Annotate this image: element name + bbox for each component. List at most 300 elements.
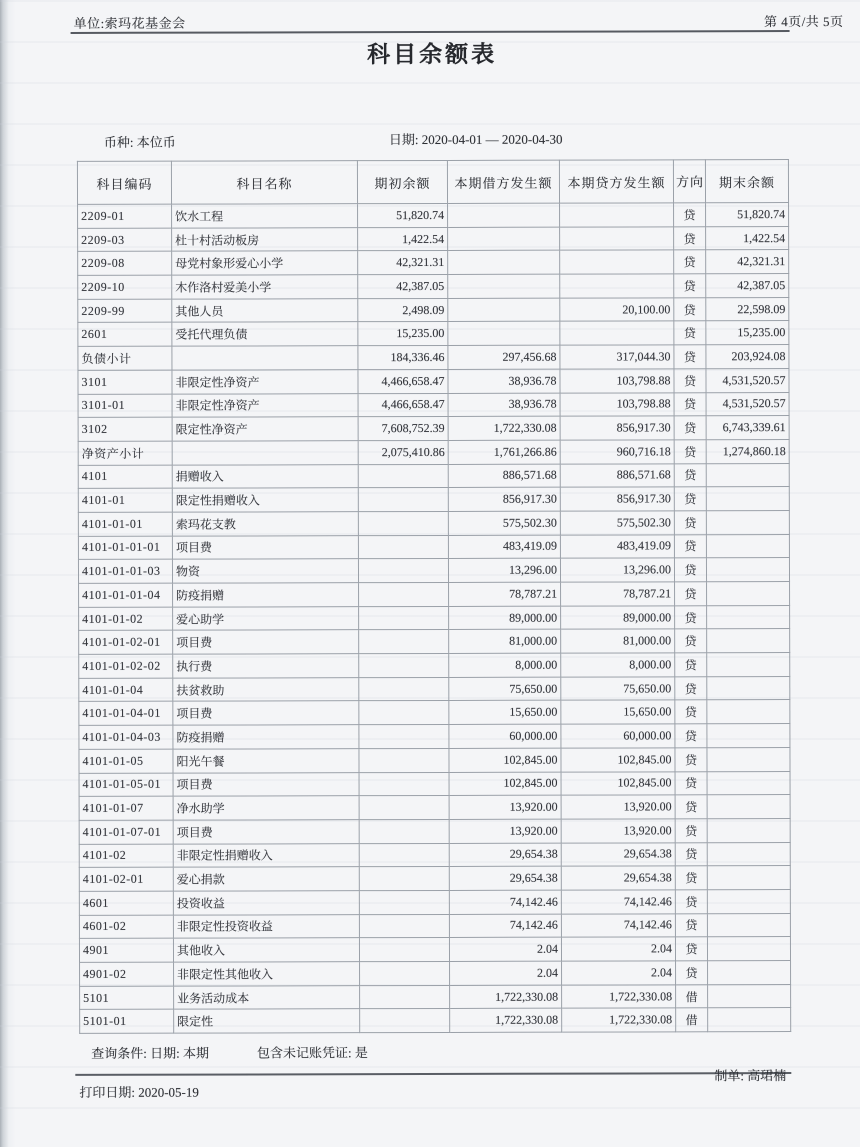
table-row: [79, 818, 790, 844]
cell-period-debit: 575,502.30: [448, 511, 560, 535]
cell-account-code: 5101: [80, 986, 174, 1010]
cell-opening-balance: [359, 867, 449, 891]
cell-direction: 贷: [674, 369, 706, 393]
cell-opening-balance: 4,466,658.47: [358, 393, 448, 417]
cell-period-credit: 15,650.00: [561, 700, 675, 724]
cell-period-debit: 1,722,330.08: [448, 416, 560, 440]
cell-account-code: 4101-01-01: [78, 512, 172, 536]
cell-period-credit: 483,419.09: [560, 534, 674, 558]
cell-account-name: 投资收益: [173, 891, 359, 915]
cell-period-debit: 38,936.78: [448, 369, 560, 393]
cell-account-code: 2209-10: [78, 275, 172, 299]
table-row: [78, 534, 789, 560]
cell-period-credit: 29,654.38: [561, 842, 675, 866]
column-header-period-debit: 本期借方发生额: [447, 160, 559, 203]
cell-account-code: 4101-01: [78, 488, 172, 512]
print-date-label: 打印日期: 2020-05-19: [79, 1084, 199, 1100]
cell-ending-balance: 4,531,520.57: [706, 368, 789, 392]
table-row: [79, 795, 790, 821]
cell-period-credit: [560, 274, 674, 298]
account-balance-table: [77, 159, 791, 1034]
cell-period-debit: 856,917.30: [448, 487, 560, 511]
cell-period-debit: [448, 322, 560, 346]
table-row: [79, 937, 790, 963]
table-row: [80, 961, 791, 987]
cell-period-credit: 13,296.00: [560, 558, 674, 582]
cell-period-credit: 856,917.30: [560, 416, 674, 440]
cell-direction: 贷: [675, 890, 707, 914]
cell-account-name: 扶贫救助: [173, 677, 359, 701]
table-row: [80, 984, 791, 1010]
cell-period-credit: 20,100.00: [560, 298, 674, 322]
cell-period-debit: 13,920.00: [449, 819, 561, 843]
cell-account-name: 净水助学: [173, 796, 359, 820]
cell-account-name: 执行费: [173, 654, 359, 678]
cell-opening-balance: 42,321.31: [358, 251, 448, 275]
cell-opening-balance: [359, 630, 449, 654]
page-header: [74, 11, 844, 32]
cell-account-name: 限定性净资产: [172, 417, 358, 441]
table-row: [79, 771, 790, 797]
cell-ending-balance: [707, 842, 790, 866]
cell-direction: 贷: [674, 321, 706, 345]
cell-direction: 贷: [675, 842, 707, 866]
cell-opening-balance: [359, 796, 449, 820]
cell-period-credit: 103,798.88: [560, 392, 674, 416]
cell-period-credit: 29,654.38: [561, 866, 675, 890]
page-title: 科目余额表: [367, 41, 498, 68]
cell-direction: 贷: [674, 440, 706, 464]
cell-ending-balance: [707, 629, 790, 653]
cell-opening-balance: 7,608,752.39: [358, 417, 448, 441]
cell-account-name: 防疫捐赠: [173, 725, 359, 749]
query-condition-label: 查询条件: 日期: 本期: [91, 1045, 210, 1061]
cell-opening-balance: [359, 843, 449, 867]
cell-period-debit: 8,000.00: [449, 653, 561, 677]
date-range-label: 日期: 2020-04-01 — 2020-04-30: [388, 131, 563, 148]
cell-direction: 贷: [675, 653, 707, 677]
cell-period-credit: [560, 227, 674, 251]
cell-account-name: 其他收入: [173, 938, 359, 962]
cell-period-debit: 74,142.46: [449, 914, 561, 938]
table-row: [78, 392, 789, 418]
cell-period-debit: 1,722,330.08: [450, 1009, 562, 1033]
cell-period-debit: 1,761,266.86: [448, 440, 560, 464]
table-row: [79, 605, 790, 631]
table-row: [78, 368, 789, 394]
cell-period-debit: [448, 227, 560, 251]
table-row: [78, 487, 789, 513]
cell-account-code: 5101-01: [80, 1010, 174, 1034]
cell-direction: 贷: [674, 226, 706, 250]
cell-direction: 贷: [675, 605, 707, 629]
cell-period-debit: 2.04: [449, 937, 561, 961]
cell-period-debit: [448, 203, 560, 227]
cell-ending-balance: 203,924.08: [706, 345, 789, 369]
cell-period-credit: 856,917.30: [560, 487, 674, 511]
cell-ending-balance: [707, 676, 790, 700]
cell-period-debit: 75,650.00: [449, 677, 561, 701]
table-row: [78, 439, 789, 465]
cell-period-credit: 74,142.46: [561, 890, 675, 914]
cell-account-code: 4101-01-05-01: [79, 773, 173, 797]
cell-period-debit: [448, 251, 560, 275]
cell-account-code: 4101-02: [79, 844, 173, 868]
cell-account-name: 阳光午餐: [173, 748, 359, 772]
cell-period-credit: 74,142.46: [561, 913, 675, 937]
cell-period-debit: 297,456.68: [448, 345, 560, 369]
table-row: [78, 345, 789, 371]
cell-direction: 贷: [674, 274, 706, 298]
cell-period-credit: 102,845.00: [561, 748, 675, 772]
cell-direction: 贷: [675, 819, 707, 843]
cell-opening-balance: [359, 677, 449, 701]
cell-direction: 贷: [674, 250, 706, 274]
cell-direction: 贷: [674, 345, 706, 369]
cell-ending-balance: [706, 487, 789, 511]
cell-period-debit: 29,654.38: [449, 866, 561, 890]
cell-opening-balance: [359, 725, 449, 749]
cell-account-code: 4101-01-04-01: [79, 702, 173, 726]
cell-period-credit: 960,716.18: [560, 440, 674, 464]
cell-ending-balance: 6,743,339.61: [706, 416, 789, 440]
cell-period-credit: 13,920.00: [561, 795, 675, 819]
table-row: [79, 913, 790, 939]
cell-direction: 贷: [674, 487, 706, 511]
cell-opening-balance: [359, 819, 449, 843]
cell-direction: 贷: [675, 937, 707, 961]
cell-opening-balance: 15,235.00: [358, 322, 448, 346]
cell-period-credit: 886,571.68: [560, 463, 674, 487]
table-row: [78, 250, 789, 276]
cell-period-credit: [560, 321, 674, 345]
table-row: [79, 700, 790, 726]
cell-ending-balance: 4,531,520.57: [706, 392, 789, 416]
cell-account-code: 4101: [78, 465, 172, 489]
unit-label: 单位:索玛花基金会: [73, 15, 186, 31]
column-header-account-code: 科目编码: [77, 161, 171, 204]
cell-opening-balance: [358, 488, 448, 512]
cell-period-debit: 74,142.46: [449, 890, 561, 914]
cell-account-code: 2209-01: [78, 204, 172, 228]
column-header-ending-balance: 期末余额: [705, 160, 788, 203]
table-row: [79, 629, 790, 655]
cell-direction: 贷: [675, 913, 707, 937]
cell-period-debit: 38,936.78: [448, 393, 560, 417]
cell-opening-balance: [360, 985, 450, 1009]
cell-period-debit: 89,000.00: [449, 606, 561, 630]
currency-label: 币种: 本位币: [103, 134, 176, 150]
cell-opening-balance: 51,820.74: [358, 203, 448, 227]
cell-ending-balance: [706, 534, 789, 558]
cell-opening-balance: [359, 654, 449, 678]
cell-account-name: 杜十村活动板房: [172, 227, 358, 251]
cell-account-code: 4601-02: [79, 915, 173, 939]
table-row: [78, 226, 789, 252]
cell-direction: 贷: [674, 534, 706, 558]
cell-ending-balance: 51,820.74: [706, 203, 789, 227]
cell-opening-balance: [359, 772, 449, 796]
cell-account-code: 4101-01-02-01: [79, 631, 173, 655]
cell-period-debit: 13,920.00: [449, 795, 561, 819]
cell-account-name: 限定性: [174, 1009, 360, 1033]
cell-ending-balance: [707, 653, 790, 677]
cell-ending-balance: [708, 961, 791, 985]
cell-direction: 贷: [675, 582, 707, 606]
cell-period-debit: 1,722,330.08: [450, 985, 562, 1009]
cell-ending-balance: [707, 747, 790, 771]
cell-ending-balance: [707, 889, 790, 913]
preparer-label: 制单: 高珺楠: [714, 1068, 787, 1084]
cell-opening-balance: [360, 961, 450, 985]
cell-direction: 贷: [674, 463, 706, 487]
cell-account-name: [172, 441, 358, 465]
cell-direction: 贷: [674, 298, 706, 322]
cell-opening-balance: 42,387.05: [358, 275, 448, 299]
cell-account-code: 4101-01-05: [79, 749, 173, 773]
cell-opening-balance: [359, 701, 449, 725]
cell-direction: 贷: [675, 866, 707, 890]
cell-direction: 贷: [675, 677, 707, 701]
cell-period-credit: 103,798.88: [560, 369, 674, 393]
cell-opening-balance: [359, 582, 449, 606]
cell-opening-balance: 1,422.54: [358, 227, 448, 251]
cell-account-name: 非限定性其他收入: [174, 962, 360, 986]
cell-period-debit: 102,845.00: [449, 772, 561, 796]
column-header-account-name: 科目名称: [171, 161, 357, 204]
table-row: [79, 866, 790, 892]
cell-period-debit: 15,650.00: [449, 701, 561, 725]
cell-account-code: 4101-01-01-03: [78, 559, 172, 583]
column-header-opening-balance: 期初余额: [357, 160, 447, 203]
cell-period-debit: 60,000.00: [449, 724, 561, 748]
cell-direction: 贷: [676, 961, 708, 985]
cell-direction: 贷: [674, 558, 706, 582]
cell-account-name: 防疫捐赠: [173, 583, 359, 607]
cell-opening-balance: [358, 535, 448, 559]
cell-account-code: 2209-99: [78, 299, 172, 323]
footer-rule: [75, 1072, 791, 1076]
table-row: [78, 274, 789, 300]
cell-account-code: 3101-01: [78, 394, 172, 418]
table-header: [77, 160, 788, 205]
table-row: [79, 889, 790, 915]
cell-period-credit: 102,845.00: [561, 771, 675, 795]
cell-opening-balance: [359, 914, 449, 938]
cell-direction: 贷: [675, 629, 707, 653]
cell-account-name: 非限定性净资产: [172, 370, 358, 394]
cell-account-code: 2209-08: [78, 252, 172, 276]
cell-period-debit: 78,787.21: [449, 582, 561, 606]
cell-direction: 贷: [674, 511, 706, 535]
cell-period-credit: 60,000.00: [561, 724, 675, 748]
cell-period-credit: 2.04: [561, 937, 675, 961]
cell-period-credit: 575,502.30: [560, 511, 674, 535]
cell-direction: 贷: [675, 700, 707, 724]
cell-opening-balance: 2,075,410.86: [358, 440, 448, 464]
cell-account-name: 项目费: [173, 772, 359, 796]
cell-ending-balance: [708, 1008, 791, 1032]
table-row: [78, 297, 789, 323]
cell-direction: 贷: [675, 795, 707, 819]
cell-period-debit: 13,296.00: [448, 558, 560, 582]
table-row: [80, 1008, 791, 1034]
cell-ending-balance: [707, 724, 790, 748]
cell-account-code: 3102: [78, 417, 172, 441]
cell-period-credit: 78,787.21: [561, 582, 675, 606]
cell-opening-balance: [358, 511, 448, 535]
cell-period-credit: 8,000.00: [561, 653, 675, 677]
cell-account-name: 母党村象形爱心小学: [172, 251, 358, 275]
cell-account-code: 4901-02: [80, 962, 174, 986]
cell-account-code: 净资产小计: [78, 441, 172, 465]
cell-account-code: 4101-01-04: [79, 678, 173, 702]
table-row: [79, 582, 790, 608]
cell-account-name: [172, 346, 358, 370]
cell-direction: 贷: [675, 748, 707, 772]
cell-account-name: 业务活动成本: [174, 985, 360, 1009]
cell-ending-balance: 22,598.09: [706, 297, 789, 321]
cell-account-code: 4901: [79, 938, 173, 962]
cell-period-debit: [448, 298, 560, 322]
cell-period-debit: 483,419.09: [448, 535, 560, 559]
cell-period-debit: 886,571.68: [448, 464, 560, 488]
cell-ending-balance: [707, 866, 790, 890]
cell-account-code: 4101-01-02-02: [79, 654, 173, 678]
cell-account-name: 项目费: [173, 630, 359, 654]
cell-opening-balance: [359, 748, 449, 772]
cell-account-code: 4101-01-01-04: [79, 583, 173, 607]
cell-opening-balance: [358, 464, 448, 488]
table-row: [79, 724, 790, 750]
cell-period-credit: 317,044.30: [560, 345, 674, 369]
cell-ending-balance: [707, 937, 790, 961]
cell-ending-balance: 1,422.54: [706, 226, 789, 250]
cell-direction: 贷: [674, 203, 706, 227]
include-unposted-label: 包含未记账凭证: 是: [256, 1045, 368, 1061]
cell-ending-balance: [707, 582, 790, 606]
column-header-period-credit: 本期贷方发生额: [559, 160, 673, 203]
cell-direction: 贷: [674, 392, 706, 416]
cell-account-name: 捐赠收入: [172, 464, 358, 488]
cell-account-code: 4101-01-07-01: [79, 820, 173, 844]
cell-ending-balance: [707, 605, 790, 629]
cell-direction: 借: [676, 1008, 708, 1032]
cell-direction: 贷: [675, 724, 707, 748]
cell-account-name: 爱心助学: [173, 606, 359, 630]
cell-ending-balance: [708, 984, 791, 1008]
cell-account-code: 4101-01-02: [79, 607, 173, 631]
cell-period-debit: 102,845.00: [449, 748, 561, 772]
cell-account-name: 木作洛村爱美小学: [172, 275, 358, 299]
table-row: [78, 463, 789, 489]
cell-account-name: 爱心捐款: [173, 867, 359, 891]
cell-account-code: 4101-01-04-03: [79, 725, 173, 749]
cell-direction: 借: [676, 984, 708, 1008]
cell-period-credit: [560, 250, 674, 274]
cell-opening-balance: [359, 890, 449, 914]
cell-ending-balance: 1,274,860.18: [706, 439, 789, 463]
cell-period-debit: 81,000.00: [449, 630, 561, 654]
cell-opening-balance: 2,498.09: [358, 298, 448, 322]
cell-account-code: 4101-01-07: [79, 796, 173, 820]
cell-period-credit: 75,650.00: [561, 677, 675, 701]
cell-period-credit: 1,722,330.08: [562, 985, 676, 1009]
table-row: [78, 321, 789, 347]
cell-account-name: 饮水工程: [172, 204, 358, 228]
cell-account-code: 负债小计: [78, 346, 172, 370]
cell-ending-balance: [706, 510, 789, 534]
cell-account-name: 项目费: [173, 701, 359, 725]
cell-ending-balance: [707, 818, 790, 842]
table-row: [78, 510, 789, 536]
cell-account-name: 非限定性投资收益: [173, 914, 359, 938]
table-header-row: [77, 160, 788, 205]
table-row: [78, 416, 789, 442]
cell-period-credit: 81,000.00: [561, 629, 675, 653]
cell-period-debit: 29,654.38: [449, 843, 561, 867]
cell-account-name: 物资: [172, 559, 358, 583]
cell-ending-balance: 42,321.31: [706, 250, 789, 274]
cell-period-credit: 2.04: [562, 961, 676, 985]
cell-opening-balance: [359, 606, 449, 630]
cell-ending-balance: [707, 700, 790, 724]
cell-account-name: 非限定性净资产: [172, 393, 358, 417]
cell-account-name: 受托代理负债: [172, 322, 358, 346]
table-row: [79, 747, 790, 773]
cell-ending-balance: 42,387.05: [706, 274, 789, 298]
cell-period-debit: 2.04: [450, 961, 562, 985]
column-header-direction: 方向: [673, 160, 705, 203]
cell-opening-balance: 184,336.46: [358, 346, 448, 370]
cell-opening-balance: 4,466,658.47: [358, 369, 448, 393]
cell-ending-balance: 15,235.00: [706, 321, 789, 345]
table-body: [78, 203, 791, 1034]
cell-period-credit: [560, 203, 674, 227]
page-indicator: 第 4页/共 5页: [763, 13, 844, 30]
cell-direction: 贷: [675, 771, 707, 795]
cell-account-name: 项目费: [172, 535, 358, 559]
cell-account-code: 4601: [79, 891, 173, 915]
cell-ending-balance: [707, 795, 790, 819]
cell-period-debit: [448, 274, 560, 298]
table-row: [78, 203, 789, 229]
cell-ending-balance: [707, 913, 790, 937]
cell-account-name: 其他人员: [172, 298, 358, 322]
cell-direction: 贷: [674, 416, 706, 440]
cell-account-code: 4101-02-01: [79, 867, 173, 891]
cell-ending-balance: [706, 558, 789, 582]
cell-opening-balance: [359, 938, 449, 962]
cell-ending-balance: [707, 771, 790, 795]
cell-account-name: 限定性捐赠收入: [172, 488, 358, 512]
cell-account-code: 3101: [78, 370, 172, 394]
cell-opening-balance: [358, 559, 448, 583]
cell-account-code: 4101-01-01-01: [78, 536, 172, 560]
cell-account-name: 非限定性捐赠收入: [173, 843, 359, 867]
cell-opening-balance: [360, 1009, 450, 1033]
cell-account-code: 2601: [78, 323, 172, 347]
cell-account-name: 项目费: [173, 820, 359, 844]
cell-account-code: 2209-03: [78, 228, 172, 252]
cell-account-name: 索玛花支教: [172, 512, 358, 536]
table-row: [79, 842, 790, 868]
query-condition-row: [91, 1042, 368, 1062]
table-row: [79, 653, 790, 679]
cell-period-credit: 1,722,330.08: [562, 1008, 676, 1032]
cell-ending-balance: [706, 463, 789, 487]
cell-period-credit: 89,000.00: [561, 606, 675, 630]
